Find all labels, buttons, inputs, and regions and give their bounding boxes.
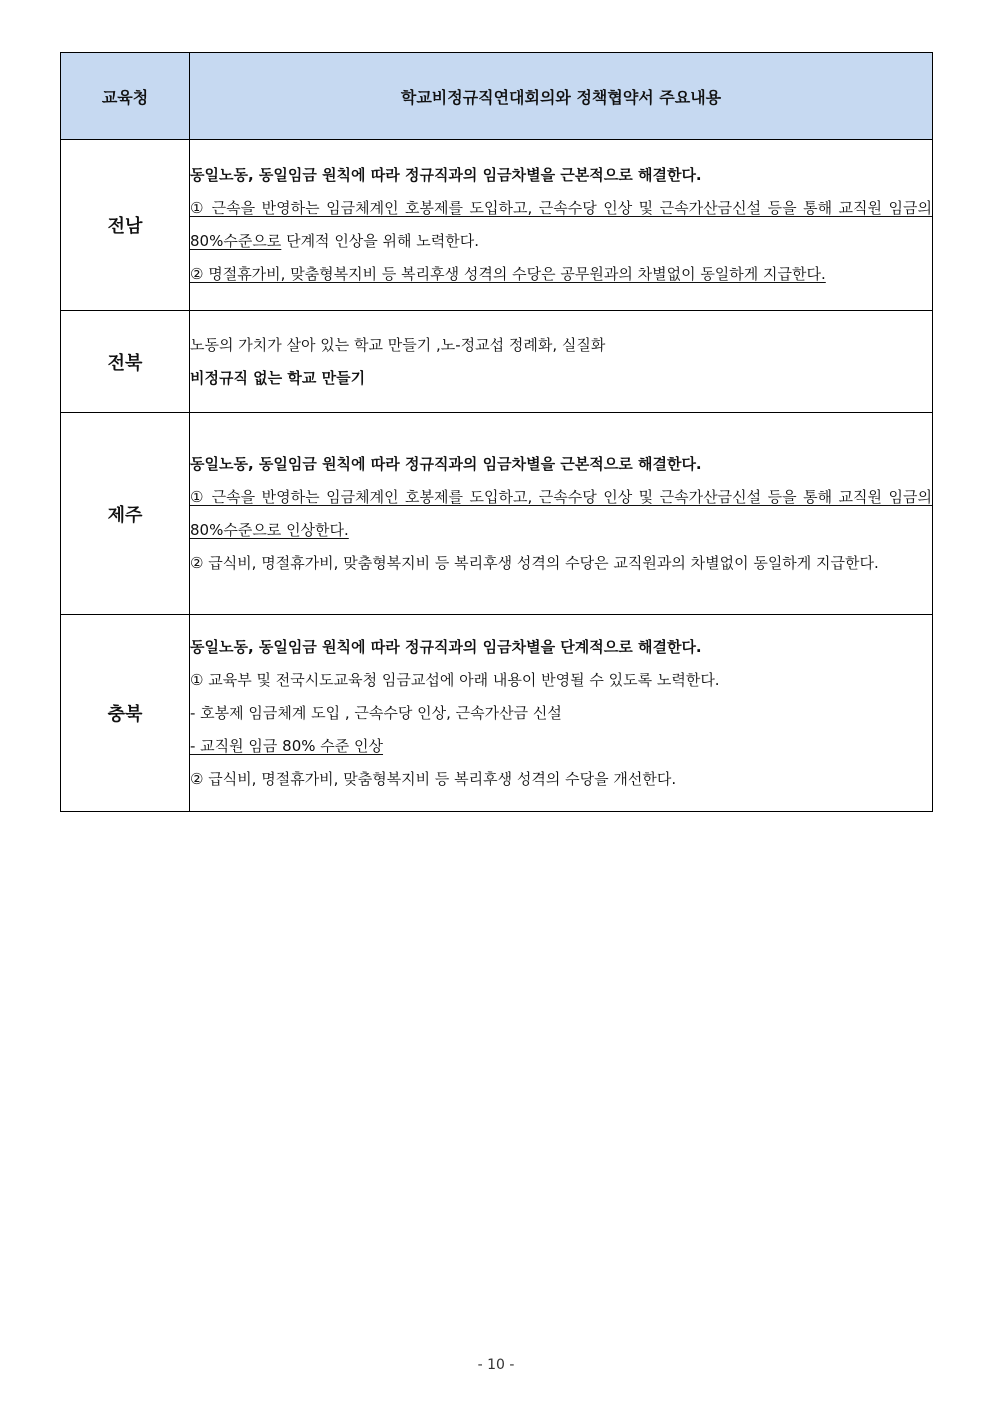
content-cell <box>190 615 933 812</box>
table-row <box>61 311 933 413</box>
row-subitem <box>190 730 932 763</box>
row-heading: 동일노동, 동일임금 원칙에 따라 정규직과의 임금차별을 근본적으로 해결한다. <box>190 454 702 473</box>
row-item: ② 급식비, 명절휴가비, 맞춤형복지비 등 복리후생 성격의 수당은 교직원과의 차별없이 동일하게 지급한다. <box>190 553 879 572</box>
row-item: ① 교육부 및 전국시도교육청 임금교섭에 아래 내용이 반영될 수 있도록 노력한다. <box>190 670 720 689</box>
header-agreement-content: 학교비정규직연대회의와 정책협약서 주요내용 <box>190 53 933 140</box>
region-cell: 전북 <box>61 311 190 413</box>
row-heading: 동일노동, 동일임금 원칙에 따라 정규직과의 임금차별을 단계적으로 해결한다. <box>190 637 702 656</box>
table-row <box>61 140 933 311</box>
region-cell: 전남 <box>61 140 190 311</box>
header-education-office: 교육청 <box>61 53 190 140</box>
plain-text: 단계적 인상을 위해 노력한다. <box>281 232 480 250</box>
underlined-text: ① 근속을 반영하는 임금체계인 호봉제를 도입하고, 근속수당 인상 및 근속가산금신설 등을 통해 교직원 임금의 80%수준으로 <box>190 199 932 250</box>
row-item: ② 급식비, 명절휴가비, 맞춤형복지비 등 복리후생 성격의 수당을 개선한다. <box>190 769 677 788</box>
region-cell: 제주 <box>61 413 190 615</box>
row-line: 비정규직 없는 학교 만들기 <box>190 368 366 387</box>
row-line: 노동의 가치가 살아 있는 학교 만들기 ,노-정교섭 정례화, 실질화 <box>190 335 606 354</box>
row-item: ② 명절휴가비, 맞춤형복지비 등 복리후생 성격의 수당은 공무원과의 차별없이 동일하게 지급한다. <box>190 265 826 283</box>
table-row <box>61 413 933 615</box>
underlined-text: - 교직원 임금 80% 수준 인상 <box>190 736 384 755</box>
row-heading: 동일노동, 동일임금 원칙에 따라 정규직과의 임금차별을 근본적으로 해결한다. <box>190 166 702 184</box>
row-item: ① 근속을 반영하는 임금체계인 호봉제를 도입하고, 근속수당 인상 및 근속가산금신설 등을 통해 교직원 임금의 80%수준으로 인상한다. <box>190 487 932 539</box>
content-cell <box>190 311 933 413</box>
page-number: - 10 - <box>477 1357 515 1373</box>
policy-table <box>60 52 933 812</box>
table-header-row <box>61 53 933 140</box>
row-subitem: - 호봉제 임금체계 도입 , 근속수당 인상, 근속가산금 신설 <box>190 703 562 722</box>
table-row <box>61 615 933 812</box>
content-cell <box>190 140 933 311</box>
content-cell <box>190 413 933 615</box>
row-item <box>190 192 932 258</box>
region-cell: 충북 <box>61 615 190 812</box>
